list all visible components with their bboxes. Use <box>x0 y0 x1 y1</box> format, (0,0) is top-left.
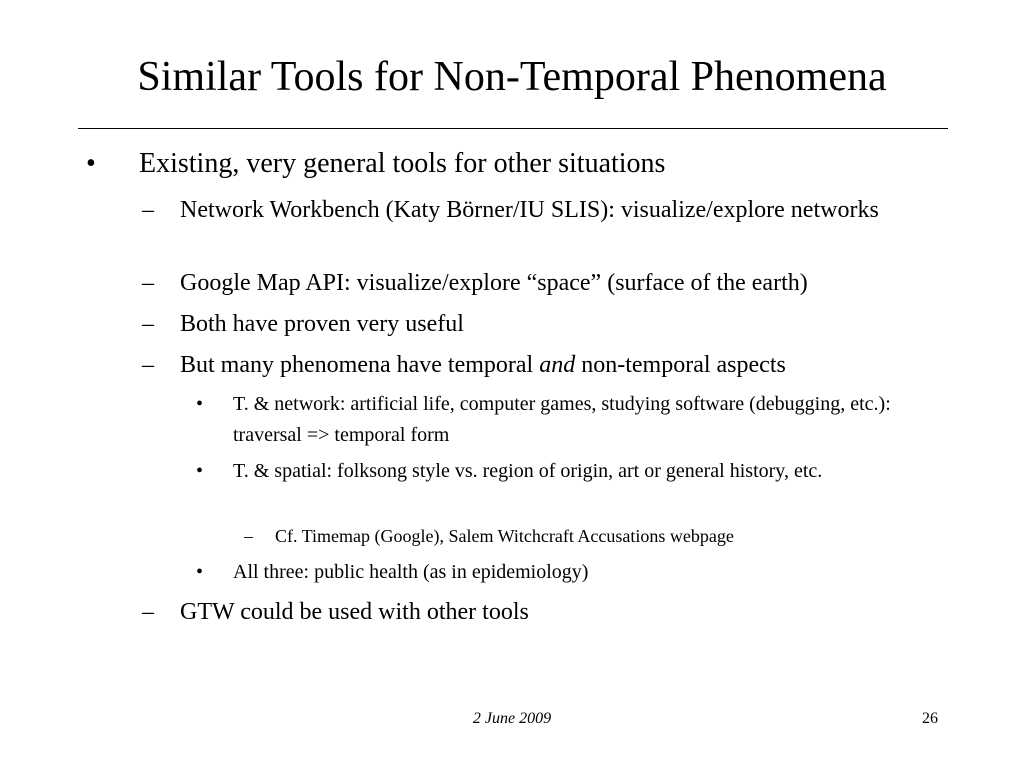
dash-marker: – <box>142 311 154 337</box>
bullet-text: Both have proven very useful <box>180 311 464 337</box>
footer-date: 2 June 2009 <box>472 710 552 727</box>
slide-title: Similar Tools for Non-Temporal Phenomena <box>137 54 887 100</box>
emphasis-and: and <box>539 352 576 378</box>
bullet-text: T. & network: artificial life, computer games, studying software (debugging, etc.): traversal => temporal form <box>233 393 891 446</box>
bullet-marker: • <box>196 561 204 583</box>
text-before: But many phenomena have temporal <box>180 352 540 378</box>
bullet-text: Network Workbench (Katy Börner/IU SLIS): visualize/explore networks <box>180 197 879 223</box>
bullet-text: Google Map API: visualize/explore “space” (surface of the earth) <box>180 270 808 296</box>
bullet-text: Cf. Timemap (Google), Salem Witchcraft Accusations webpage <box>275 526 734 546</box>
dash-marker: – <box>244 526 253 546</box>
bullet-text: Existing, very general tools for other situations <box>139 148 666 179</box>
bullet-marker: • <box>86 148 96 179</box>
dash-marker: – <box>142 599 154 625</box>
dash-marker: – <box>142 197 154 223</box>
bullet-marker: • <box>196 393 204 415</box>
bullet-text <box>180 349 915 382</box>
bullet-marker: • <box>196 460 204 482</box>
bullet-text: All three: public health (as in epidemiology) <box>233 561 589 583</box>
bullet-text: GTW could be used with other tools <box>180 599 529 625</box>
bullet-text: T. & spatial: folksong style vs. region of origin, art or general history, etc. <box>233 460 823 482</box>
dash-marker: – <box>142 352 154 378</box>
dash-marker: – <box>142 270 154 296</box>
text-after: non-temporal aspects <box>575 352 786 378</box>
page-number: 26 <box>922 710 938 727</box>
